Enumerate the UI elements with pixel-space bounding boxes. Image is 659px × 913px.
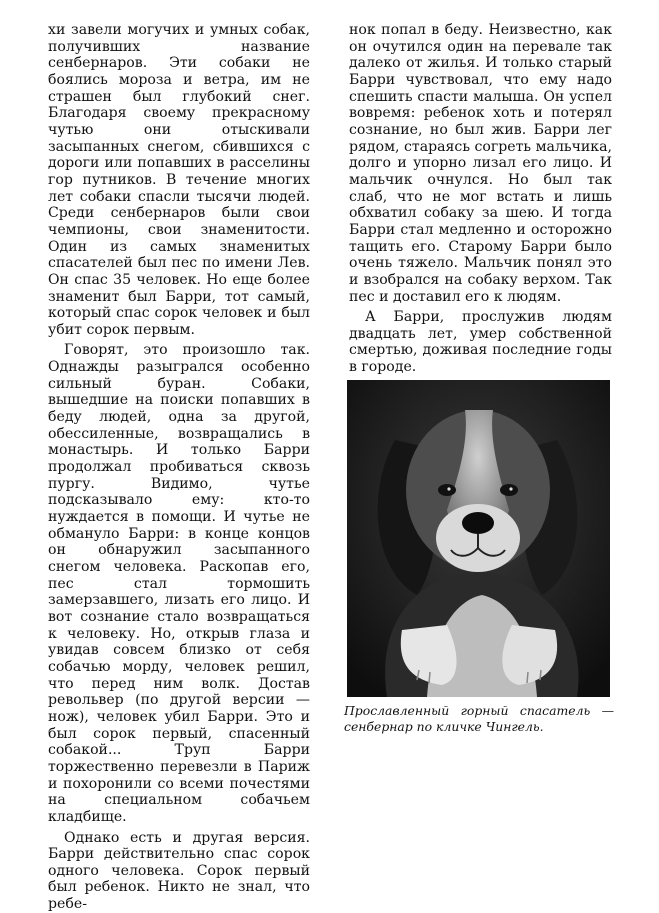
dog-illustration xyxy=(347,380,610,697)
photo-caption: Прославленный горный спасатель — сенбернар по кличке Чингель. xyxy=(344,703,614,734)
paragraph: нок попал в беду. Неизвестно, как он очутился один на перевале так далеко от жилья. И только старый Барри чувствовал, что ему надо спешить спасти малыша. Он успел вовремя: ребенок хоть и потерял сознание, но был жив. Барри лег рядом, стараясь согреть мальчика, долго и упорно лизал его лицо. И мальчик очнулся. Но был так слаб, что не мог встать и лишь обхватил собаку за шею. И тогда Барри стал медленно и осторожно тащить его. Старому Барри было очень тяжело. Мальчик понял это и взобрался на собаку верхом. Так пес и доставил его к людям. xyxy=(349,22,612,305)
saint-bernard-photo xyxy=(347,380,610,697)
paragraph: Однако есть и другая версия. Барри действительно спас сорок одного человека. Сорок первый был ребенок. Никто не знал, что ребе- xyxy=(48,829,310,913)
paragraph: хи завели могучих и умных собак, получивших название сенбернаров. Эти собаки не боялись мороза и ветра, им не страшен был глубокий снег. Благодаря своему прекрасному чутью они отыскивали засыпанных снегом, сбившихся с дороги или попавших в расселины гор путников. В течение многих лет собаки спасли тысячи людей. Среди сенбернаров были свои чемпионы, свои знаменитости. Один из самых знаменитых спасателей был пес по имени Лев. Он спас 35 человек. Но еще более знаменит был Барри, тот самый, который спас сорок человек и был убит сорок первым. xyxy=(48,22,310,338)
right-text-column xyxy=(349,22,612,376)
paragraph: Говорят, это произошло так. Однажды разыгрался особенно сильный буран. Собаки, вышедшие на поиски попавших в беду людей, одна за другой, обессиленные, возвращались в монастырь. И только Барри продолжал пробиваться сквозь пургу. Видимо, чутье подсказывало ему: кто-то нуждается в помощи. И чутье не обмануло Барри: в конце концов он обнаружил засыпанного снегом человека. Раскопав его, пес стал тормошить замерзавшего, лизать его лицо. И вот сознание стало возвращаться к человеку. Но, открыв глаза и увидав совсем близко от себя собачью морду, человек решил, что перед ним волк. Достав револьвер (по другой версии — нож), человек убил Барри. Это и был сорок первый, спасенный собакой... Труп Барри торжественно перевезли в Париж и похоронили со всеми почестями на специальном собачьем кладбище. xyxy=(48,342,310,825)
paragraph: А Барри, прослужив людям двадцать лет, умер собственной смертью, доживая последние годы в городе. xyxy=(349,309,612,376)
left-text-column xyxy=(48,22,310,913)
